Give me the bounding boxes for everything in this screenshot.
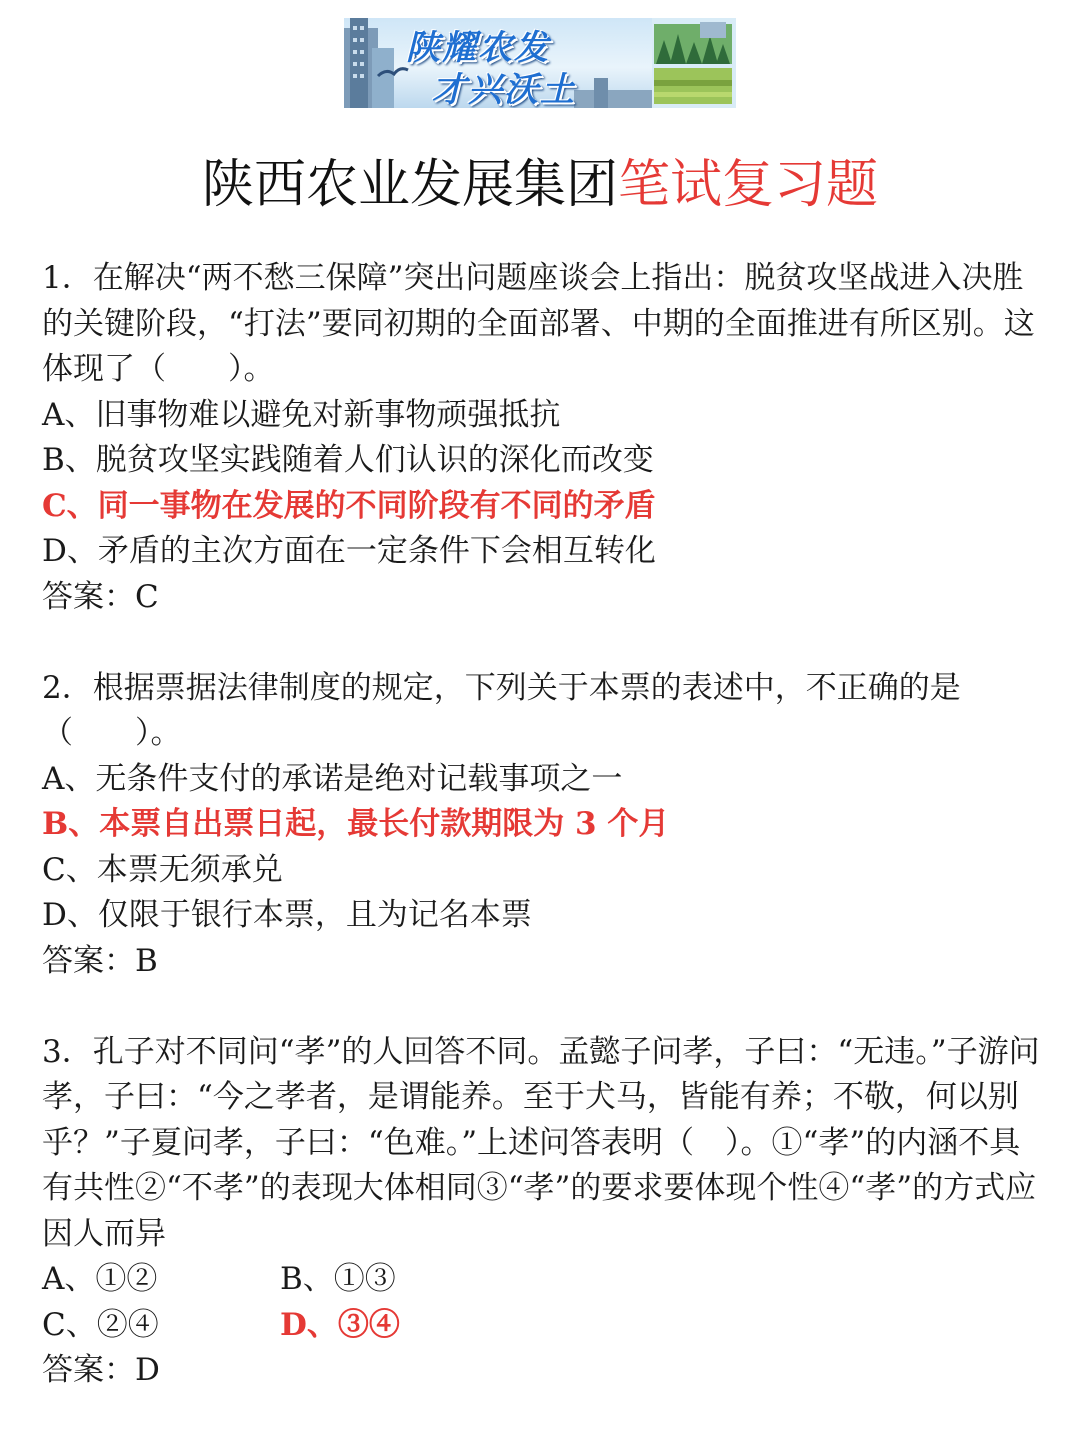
option-b: B、脱贫攻坚实践随着人们认识的深化而改变 [42, 442, 654, 478]
question-stem: 3．孔子对不同问“孝”的人回答不同。孟懿子问孝，子曰：“无违。”子游问孝，子曰：“今之孝者，是谓能养。至于犬马，皆能有养；不敬，何以别乎？”子夏问孝，子曰：“色难。”上述问答表明（ ）。①“孝”的内涵不具有共性②“不孝”的表现大体相同③“孝”的要求要体现个性④“孝”的方式应因人而异 [42, 1033, 1040, 1252]
question-3 [42, 1030, 1042, 1394]
option-b: B、①③ [280, 1261, 396, 1297]
banner-slogan-line2: 才兴沃土 [432, 70, 576, 108]
option-a: A、无条件支付的承诺是绝对记载事项之一 [42, 760, 623, 797]
header-banner-image [344, 18, 736, 108]
spacer [42, 984, 1042, 1030]
question-stem: 1．在解决“两不愁三保障”突出问题座谈会上指出：脱贫攻坚战进入决胜的关键阶段，“打法”要同初期的全面部署、中期的全面推进有所区别。这体现了（ ）。 [42, 260, 1035, 387]
question-list [42, 256, 1042, 1394]
option-a: A、旧事物难以避免对新事物顽强抵抗 [42, 396, 561, 433]
title-highlight: 笔试复习题 [618, 155, 879, 215]
option-d: D、仅限于银行本票，且为记名本票 [42, 897, 532, 933]
title-main: 陕西农业发展集团 [201, 155, 618, 215]
options-row-2 [42, 1303, 1042, 1349]
answer: 答案：B [42, 942, 158, 979]
question-1 [42, 256, 1042, 620]
option-d: D、矛盾的主次方面在一定条件下会相互转化 [42, 533, 656, 569]
option-c-correct: C、同一事物在发展的不同阶段有不同的矛盾 [42, 487, 656, 524]
option-c: C、本票无须承兑 [42, 851, 283, 888]
option-a: A、①② [42, 1261, 158, 1297]
option-b-correct: B、本票自出票日起，最长付款期限为 3 个月 [42, 806, 670, 842]
answer: 答案：D [42, 1352, 160, 1388]
options-row-1 [42, 1257, 1042, 1303]
question-stem: 2．根据票据法律制度的规定，下列关于本票的表述中，不正确的是（ ）。 [42, 669, 961, 751]
question-2 [42, 666, 1042, 985]
banner-slogan-line1: 陕耀农发 [406, 28, 550, 68]
page-title [0, 150, 1080, 220]
option-d-correct: D、③④ [280, 1306, 400, 1343]
answer: 答案：C [42, 578, 159, 615]
option-c: C、②④ [42, 1306, 159, 1343]
spacer [42, 620, 1042, 666]
